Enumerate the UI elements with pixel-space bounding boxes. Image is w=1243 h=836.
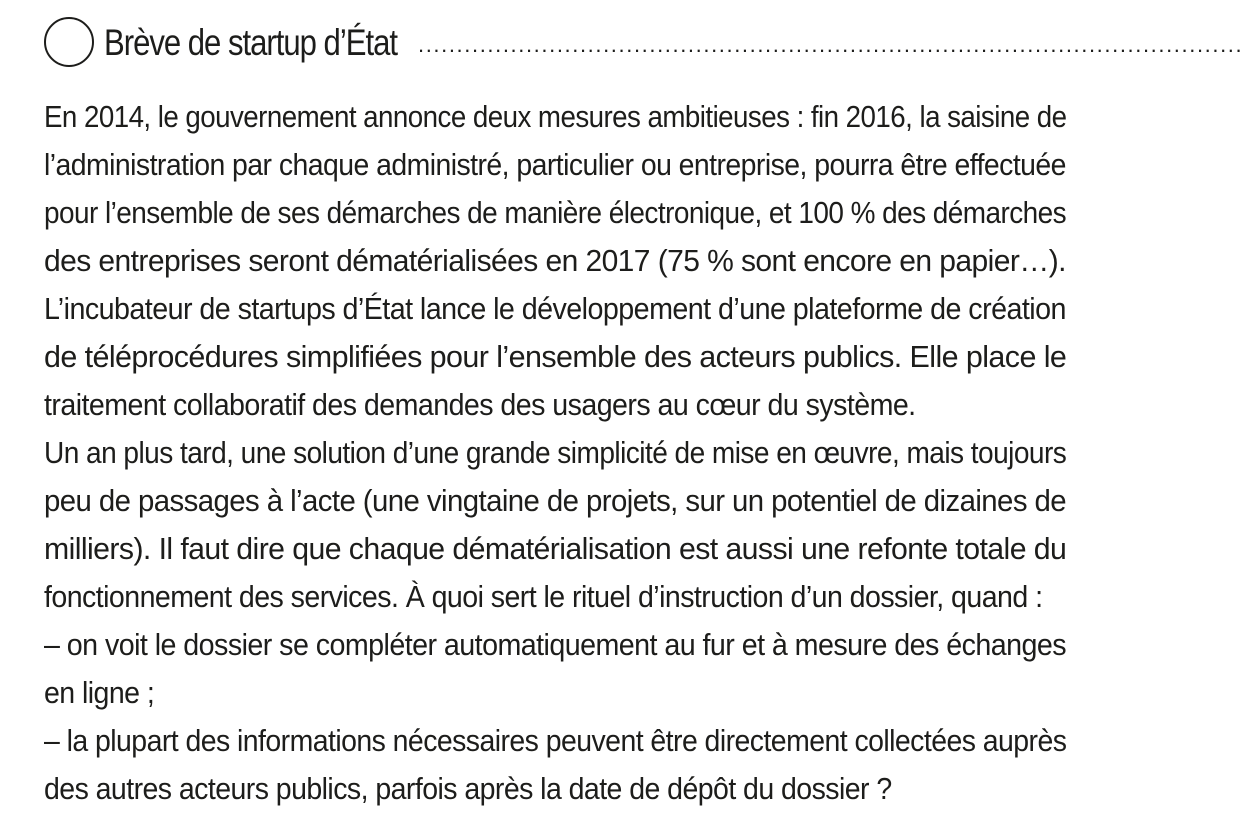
text-line: L’incubateur de startups d’État lance le développement d’une plateforme de création [44, 291, 1066, 326]
text-line: Un an plus tard, une solution d’une grande simplicité de mise en œuvre, mais toujours [44, 435, 1067, 470]
text-line: En 2014, le gouvernement annonce deux mesures ambitieuses : fin 2016, la saisine de [44, 99, 1067, 134]
heading-title: Brève de startup d’État [104, 21, 397, 63]
text-line: de téléprocédures simplifiées pour l’ensemble des acteurs publics. Elle place le [44, 339, 1067, 374]
text-line: milliers). Il faut dire que chaque dématérialisation est aussi une refonte totale du [44, 531, 1067, 566]
leader-dots: ........................................................................................................... [418, 32, 1243, 57]
text-line: des autres acteurs publics, parfois après la date de dépôt du dossier ? [44, 771, 892, 806]
text-line: peu de passages à l’acte (une vingtaine de projets, sur un potentiel de dizaines de [44, 483, 1067, 518]
text-line: des entreprises seront dématérialisées en 2017 (75 % sont encore en papier…). [44, 243, 1066, 278]
text-line: traitement collaboratif des demandes des usagers au cœur du système. [44, 387, 916, 422]
text-line: pour l’ensemble de ses démarches de manière électronique, et 100 % des démarches [44, 195, 1067, 230]
circle-bullet-icon [44, 17, 94, 67]
text-line: l’administration par chaque administré, particulier ou entreprise, pourra être effectuée [44, 147, 1066, 182]
text-line: – on voit le dossier se compléter automatiquement au fur et à mesure des échanges [44, 627, 1067, 662]
text-line: en ligne ; [44, 675, 155, 710]
text-line: fonctionnement des services. À quoi sert le rituel d’instruction d’un dossier, quand : [44, 579, 1043, 614]
text-line: – la plupart des informations nécessaires peuvent être directement collectées auprès [44, 723, 1067, 758]
article-body [44, 93, 1066, 813]
